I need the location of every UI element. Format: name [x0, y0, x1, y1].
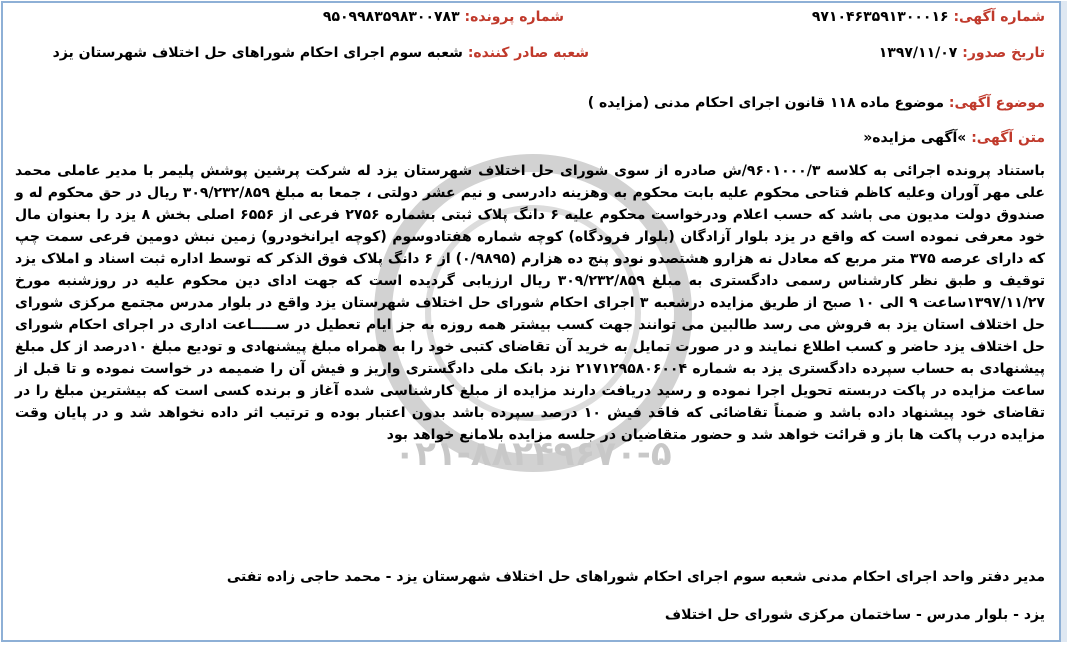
- subject-row: [588, 95, 1045, 111]
- ad-number-row: [812, 9, 1045, 25]
- address-line: یزد - بلوار مدرس - ساختمان مرکزی شورای حل اختلاف: [664, 607, 1045, 623]
- case-number-row: [323, 9, 564, 25]
- issuing-branch-label: شعبه صادر کننده:: [467, 45, 589, 61]
- scrollbar[interactable]: [1061, 1, 1067, 642]
- watermark-phone: ۰۲۱-۸۸۲۴۹۶۷۰-۵: [394, 434, 672, 474]
- ad-text-row: [863, 130, 1045, 146]
- case-number-value: ۹۵۰۹۹۸۳۵۹۸۳۰۰۷۸۳: [322, 9, 460, 25]
- case-number-label: شماره پرونده:: [464, 9, 564, 25]
- ad-text-label: متن آگهی:: [971, 130, 1045, 146]
- ad-number-value: ۹۷۱۰۴۶۳۵۹۱۳۰۰۰۱۶: [811, 9, 949, 25]
- ad-text-title: »آگهی مزایده«: [863, 130, 967, 146]
- issuing-branch-value: شعبه سوم اجرای احکام شوراهای حل اختلاف شهرستان یزد: [52, 45, 463, 61]
- announcement-frame: [1, 1, 1061, 642]
- issue-date-label: تاریخ صدور:: [962, 45, 1045, 61]
- subject-label: موضوع آگهی:: [948, 95, 1045, 111]
- issue-date-row: [879, 45, 1045, 61]
- signature-line: مدیر دفتر واحد اجرای احکام مدنی شعبه سوم اجرای احکام شوراهای حل اختلاف شهرستان یزد - محمد حاجی زاده تفتی: [226, 569, 1045, 585]
- issuing-branch-row: [53, 45, 589, 61]
- issue-date-value: ۱۳۹۷/۱۱/۰۷: [878, 45, 958, 61]
- announcement-body: باستناد پرونده اجرائی به کلاسه ۹۶۰۱۰۰۰/۳/ش صادره از سوی شورای حل اختلاف شهرستان یزد له شرکت پرشین پوشش پلیمر با مدیر عاملی محمد علی مهر آوران وعلیه کاظم فتاحی محکوم علیه بابت محکوم به وهزینه دادرسی و نیم عشر دولتی ، جمعا به مبلغ ۳۰۹/۲۳۲/۸۵۹ ریال در حق محکوم له و صندوق دولت مدیون می باشد که حسب اعلام ودرخواست محکوم علیه ۶ دانگ پلاک ثبتی بشماره ۲۷۵۶ فرعی از ۶۵۵۶ اصلی بخش ۸ یزد را بعنوان مال خود معرفی نموده است که واقع در یزد بلوار آزادگان (بلوار فرودگاه) کوچه شماره هفتادوسوم (کوچه ایرانخودرو) زمین نبش دومین فرعی سمت چپ که دارای عرصه ۳۷۵ متر مربع که معادل نه هزارو هشتصدو نودو پنج ده هزارم (۰/۹۸۹۵) از ۶ دانگ پلاک فوق الذکر که توسط اداره ثبت اسناد و املاک یزد توقیف و طبق نظر کارشناس رسمی دادگستری به مبلغ ۳۰۹/۲۳۲/۸۵۹ ریال ارزیابی گردیده است که جهت ادای دین محکوم علیه در روزشنبه مورخ ۱۳۹۷/۱۱/۲۷ساعت ۹ الی ۱۰ صبح از طریق مزایده درشعبه ۳ اجرای احکام شورای حل اختلاف شهرستان یزد واقع در بلوار مدرس مجتمع مرکزی شورای حل اختلاف استان یزد به فروش می رسد طالبین می توانند جهت کسب بیشتر همه روزه به جز ایام تعطیل در ســـــاعت اداری در اجرای احکام شورای حل اختلاف یزد حاضر و کسب اطلاع نمایند و در صورت تمایل به خرید آن تقاضای کتبی خود را به همراه مبلغ پیشنهادی و تودیع مبلغ ۱۰درصد از کل مبلغ پیشنهادی به حساب سپرده دادگستری یزد به شماره ۲۱۷۱۲۹۵۸۰۶۰۰۴ نزد بانک ملی دادگستری واریز و فیش آن را ضمیمه در خواست نموده و تا قبل از ساعت مزایده در پاکت دربسته تحویل اجرا نموده و رسید دریافت دارند مزایده از مبلغ کارشناسی شده آغاز و برنده کسی است که بیشترین مبلغ را در تقاضای خود پیشنهاد داده باشد و ضمناً تقاضائی که فاقد فیش ۱۰ درصد سپرده باشد بدون اعتبار بوده و ترتیب اثر داده نخواهد شد و در پایان وقت مزایده درب پاکت ها باز و قرائت خواهد شد و حضور متقاضیان در جلسه مزایده بلامانع خواهد بود: [15, 163, 1046, 443]
- ad-number-label: شماره آگهی:: [953, 9, 1045, 25]
- subject-value: موضوع ماده ۱۱۸ قانون اجرای احکام مدنی (مزایده ): [587, 95, 944, 111]
